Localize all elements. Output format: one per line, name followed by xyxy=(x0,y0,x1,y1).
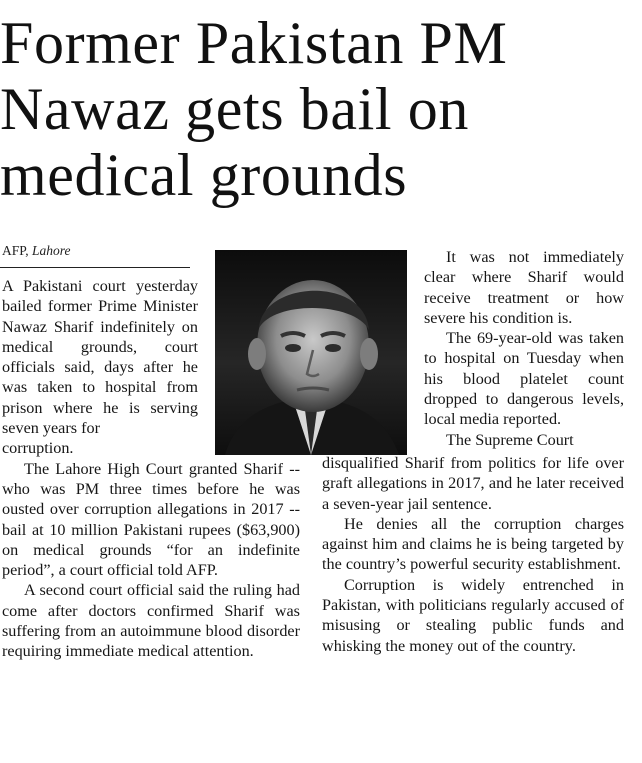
article-column-right-top xyxy=(424,247,624,450)
headline: Former Pakistan PM Nawaz gets bail on medical grounds xyxy=(0,10,508,208)
paragraph-5: The 69-year-old was taken to hospital on Tuesday when his blood platelet count dropped to dangerous levels, local media reported. xyxy=(424,329,624,429)
paragraph-4: It was not immediately clear where Sharif would receive treatment or how severe his condition is. xyxy=(424,248,624,327)
paragraph-1-end: corruption. xyxy=(2,439,74,458)
byline xyxy=(2,243,71,259)
portrait-illustration xyxy=(215,250,407,455)
byline-rule xyxy=(0,267,190,268)
paragraph-6: disqualified Sharif from politics for life over graft allegations in 2017, and he later received a seven-year jail sentence. xyxy=(322,454,624,513)
paragraph-2: The Lahore High Court granted Sharif -- who was PM three times before he was ousted over corruption allegations in 2017 -- bail at 10 million Pakistani rupees ($63,900) on medical grounds “for an indefinite period”, a court official told AFP. xyxy=(2,459,300,580)
paragraph-3: A second court official said the ruling had come after doctors confirmed Sharif was suffering from an autoimmune blood disorder requiring immediate medical attention. xyxy=(2,581,300,661)
byline-location: Lahore xyxy=(32,243,71,258)
nawaz-sharif-photo xyxy=(215,250,407,455)
paragraph-8: Corruption is widely entrenched in Pakistan, with politicians regularly accused of misusing or stealing public funds and whisking the money out of the country. xyxy=(322,575,624,655)
article-column-right-bottom xyxy=(322,453,624,656)
paragraph-7: He denies all the corruption charges against him and claims he is being targeted by the country’s powerful security establishment. xyxy=(322,514,624,574)
byline-agency: AFP, xyxy=(2,243,29,258)
paragraph-1: A Pakistani court yesterday bailed former Prime Minister Nawaz Sharif indefinitely on medical grounds, court officials said, days after he was taken to hospital from prison where he is serving seven years for xyxy=(2,277,198,438)
paragraph-6-start: The Supreme Court xyxy=(446,430,574,449)
